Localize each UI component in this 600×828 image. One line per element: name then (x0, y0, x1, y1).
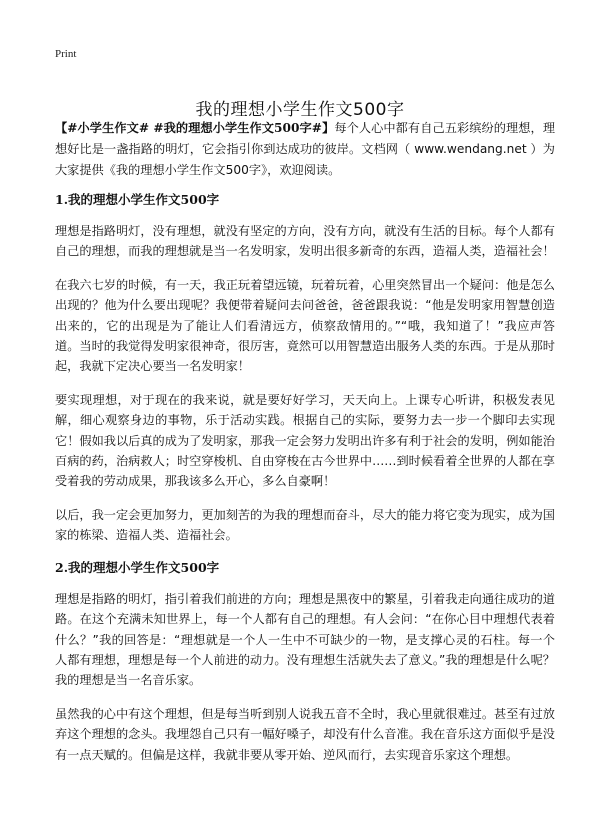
paragraph: 虽然我的心中有这个理想，但是每当听到别人说我五音不全时，我心里就很难过。甚至有过放弃这个理想的念头。我埋怨自己只有一幅好嗓子，却没有什么音准。我在音乐这方面似乎是没有一点天赋的。但偏是这样，我就非要从零开始、逆风而行，去实现音乐家这个理想。 (55, 706, 555, 762)
paragraph: 要实现理想，对于现在的我来说，就是要好好学习，天天向上。上课专心听讲，积极发表见解，细心观察身边的事物，乐于活动实践。根据自己的实际，要努力去一步一个脚印去实现它！假如我以后真的成为了发明家，那我一定会努力发明出许多有利于社会的发明，例如能治百病的药，治病救人；时空穿梭机、自由穿梭在古今世界中……到时候看着全世界的人都在享受着我的劳动成果，那我该多么开心，多么自豪啊！ (55, 392, 555, 489)
print-label: Print (55, 48, 77, 60)
article-body (55, 118, 555, 778)
intro-paragraph (55, 118, 555, 181)
section-1 (55, 191, 555, 546)
section-heading: 2.我的理想小学生作文500字 (55, 559, 220, 575)
paragraph: 以后，我一定会更加努力，更加刻苦的为我的理想而奋斗，尽大的能力将它变为现实，成为国家的栋梁、造福人类、造福社会。 (55, 507, 555, 543)
paragraph: 理想是指路明灯，没有理想，就没有坚定的方向，没有方向，就没有生活的目标。每个人都有自己的理想，而我的理想就是当一名发明家，发明出很多新奇的东西，造福人类，造福社会！ (55, 224, 555, 259)
intro-tags: 【#小学生作文# #我的理想小学生作文500字#】 (55, 121, 335, 135)
paragraph: 在我六七岁的时候，有一天，我正玩着望远镜，玩着玩着，心里突然冒出一个疑问：他是怎么出现的？他为什么要出现呢？我便带着疑问去问爸爸，爸爸跟我说：“他是发明家用智慧创造出来的，它的出现是为了能让人们看清远方，侦察敌情用的。”“哦，我知道了！”我应声答道。当时的我觉得发明家很神奇，很厉害，竟然可以用智慧造出服务人类的东西。于是从那时起，我就下定决心要当一名发明家！ (55, 277, 555, 374)
section-2 (55, 559, 555, 765)
page-title: 我的理想小学生作文500字 (195, 100, 405, 121)
intro-text: 每个人心中都有自己五彩缤纷的理想，理想好比是一盏指路的明灯，它会指引你到达成功的彼岸。文档网（ www.wendang.net ）为大家提供《我的理想小学生作文500字》，欢迎阅读。 (55, 121, 556, 177)
section-heading: 1.我的理想小学生作文500字 (55, 192, 220, 207)
paragraph: 理想是指路的明灯，指引着我们前进的方向；理想是黑夜中的繁星，引着我走向通往成功的道路。在这个充满未知世界上，每一个人都有自己的理想。有人会问：“在你心目中理想代表着什么？”我的回答是：“理想就是一个人一生中不可缺少的一物，是支撑心灵的石柱。每一个人都有理想，理想是每一个人前进的动力。没有理想生活就失去了意义。”我的理想是什么呢？我的理想是当一名音乐家。 (55, 591, 555, 688)
